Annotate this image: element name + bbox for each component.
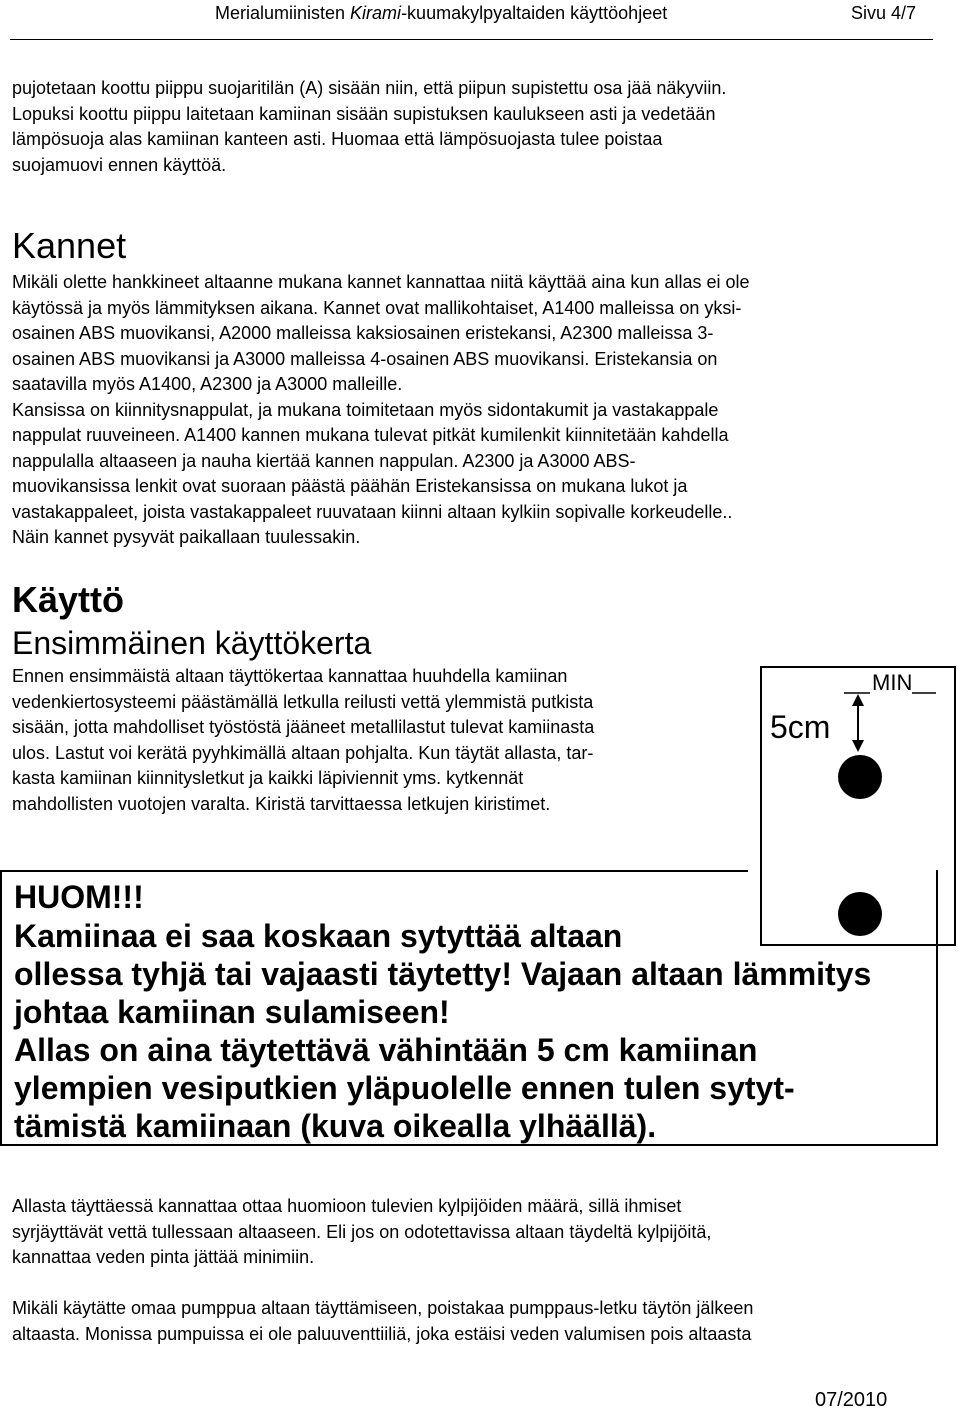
text-line: Ennen ensimmäistä altaan täyttökertaa kannattaa huuhdella kamiinan	[12, 666, 568, 686]
text-line: Allasta täyttäessä kannattaa ottaa huomioon tulevien kylpijöiden määrä, sillä ihmiset	[12, 1196, 682, 1216]
text-line: vastakappaleet, joista vastakappaleet ruuvataan kiinni altaan kylkiin sopivalle korkeudelle..	[12, 501, 733, 522]
kannet-paragraph	[12, 270, 749, 551]
warning-line: johtaa kamiinan sulamiseen!	[14, 994, 450, 1030]
text-line: pujotetaan koottu piippu suojaritilän (A) sisään niin, että piipun supistettu osa jää näkyviin.	[12, 78, 727, 98]
text-line: muovikansissa lenkit ovat suoraan päästä päähän Eristekansissa on mukana lukot ja	[12, 476, 688, 496]
text-line: saatavilla myös A1400, A2300 ja A3000 malleille.	[12, 374, 403, 394]
warning-line: ollessa tyhjä tai vajaasti täytetty! Vajaan altaan lämmitys	[14, 956, 872, 992]
warning-line: Kamiinaa ei saa koskaan sytyttää altaan	[14, 918, 623, 954]
upper-pipe-icon	[838, 755, 882, 799]
section-heading-kannet: Kannet	[12, 225, 127, 266]
warning-title: HUOM!!!	[14, 879, 144, 915]
title-prefix: Merialumiinisten	[215, 3, 351, 23]
text-line: kannattaa veden pinta jättää minimiin.	[12, 1247, 315, 1267]
warning-line: Allas on aina täytettävä vähintään 5 cm kamiinan	[14, 1032, 758, 1068]
text-line: osainen ABS muovikansi, A2000 malleissa kaksiosainen eristekansi, A2300 malleissa 3-	[12, 323, 714, 343]
intro-paragraph	[12, 76, 726, 178]
text-line: vedenkiertosysteemi päästämällä letkulla reilusti vettä ylemmistä putkista	[12, 691, 594, 712]
text-line: sisään, jotta mahdolliset työstöstä jääneet metallilastut tulevat kamiinasta	[12, 717, 595, 737]
text-line: Näin kannet pysyvät paikallaan tuulessakin.	[12, 527, 361, 547]
pump-paragraph	[12, 1296, 753, 1347]
text-line: Kansissa on kiinnitysnappulat, ja mukana toimitetaan myös sidontakumit ja vastakappale	[12, 399, 719, 420]
min-label: MIN	[872, 670, 913, 695]
filling-paragraph	[12, 1194, 711, 1271]
text-line: lämpösuoja alas kamiinan kanteen asti. Huomaa että lämpösuojasta tulee poistaa	[12, 129, 663, 149]
distance-label: 5cm	[770, 709, 831, 745]
text-line: altaasta. Monissa pumpuissa ei ole paluuventtiiliä, joka estäisi veden valumisen pois altaasta	[12, 1323, 752, 1344]
text-line: Mikäli olette hankkineet altaanne mukana kannet kannattaa niitä käyttää aina kun allas ei ole	[12, 272, 750, 292]
text-line: suojamuovi ennen käyttöä.	[12, 154, 227, 175]
title-brand: Kirami	[350, 3, 402, 23]
page-number: Sivu 4/7	[851, 3, 917, 23]
title-suffix: -kuumakylpyaltaiden käyttöohjeet	[401, 3, 668, 23]
subheading-first-use: Ensimmäinen käyttökerta	[12, 625, 372, 661]
text-line: osainen ABS muovikansi ja A3000 malleissa 4-osainen ABS muovikansi. Eristekansia on	[12, 348, 718, 369]
arrow-up-head	[852, 694, 864, 706]
first-use-paragraph	[12, 664, 594, 817]
page-header	[0, 0, 960, 30]
section-heading-kaytto: Käyttö	[12, 579, 125, 620]
text-line: nappulalla altaaseen ja nauha kiertää kannen nappulan. A2300 ja A3000 ABS-	[12, 450, 636, 471]
text-line: käytössä ja myös lämmityksen aikana. Kannet ovat mallikohtaiset, A1400 malleissa on yksi-	[12, 297, 742, 318]
text-line: Mikäli käytätte omaa pumppua altaan täyttämiseen, poistakaa pumppaus-letku täytön jälkeen	[12, 1298, 754, 1318]
header-divider	[10, 39, 933, 40]
text-line: mahdollisten vuotojen varalta. Kiristä tarvittaessa letkujen kiristimet.	[12, 793, 551, 814]
text-line: kasta kamiinan kiinnitysletkut ja kaikki läpiviennit yms. kytkennät	[12, 768, 524, 788]
text-line: nappulat ruuveineen. A1400 kannen mukana tulevat pitkät kumilenkit kiinnitetään kahdella	[12, 425, 729, 445]
text-line: syrjäyttävät vettä tullessaan altaaseen. Eli jos on odotettavissa altaan täydeltä kylpijöitä,	[12, 1221, 712, 1242]
warning-line: ylempien vesiputkien yläpuolelle ennen tulen sytyt-	[14, 1070, 795, 1106]
arrow-down-head	[852, 740, 864, 752]
text-line: ulos. Lastut voi kerätä pyyhkimällä altaan pohjalta. Kun täytät allasta, tar-	[12, 742, 594, 763]
warning-line: tämistä kamiinaan (kuva oikealla ylhäällä).	[14, 1108, 657, 1144]
footer-date: 07/2010	[815, 1389, 888, 1411]
document-title	[215, 3, 667, 24]
text-line: Lopuksi koottu piippu laitetaan kamiinan sisään supistuksen kaulukseen asti ja vedetään	[12, 103, 716, 124]
